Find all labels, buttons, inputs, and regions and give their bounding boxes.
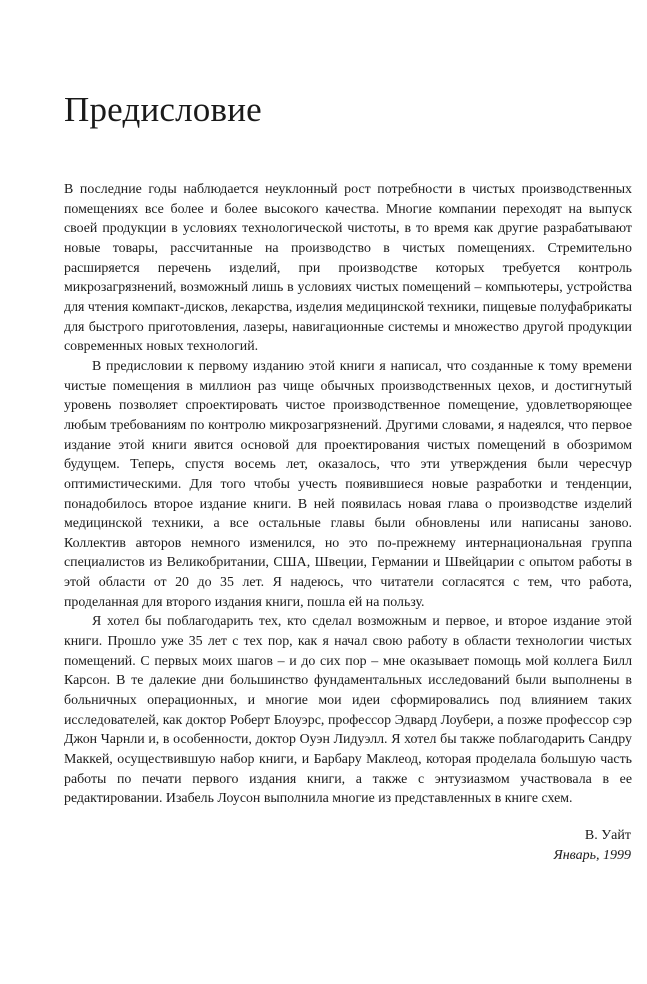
signature-date: Январь, 1999: [553, 848, 631, 863]
paragraph-2: В предисловии к первому изданию этой книги я написал, что созданные к тому времени чистые помещения в миллион раз чище обычных производственных цехов, и достигнутый уровень позволяет спроектировать чистое производственное помещение, удовлетворяющее любым требованиям по контролю микрозагрязнений. Другими словами, я надеялся, что первое издание этой книги явится основой для проектирования чистых помещений в обозримом будущем. Теперь, спустя восемь лет, оказалось, что эти утверждения были чересчур оптимистическими. Для того чтобы учесть появившиеся новые разработки и тенденции, понадобилось второе издание книги. В ней появилась новая глава о производстве изделий медицинской техники, а все остальные главы были обновлены или написаны заново. Коллектив авторов немного изменился, но это по-прежнему интернациональная группа специалистов из Великобритании, США, Швеции, Германии и Швейцарии с опытом работы в этой области от 20 до 35 лет. Я надеюсь, что читатели согласятся с тем, что работа, проделанная для второго издания книги, пошла ей на пользу.: [64, 358, 632, 610]
paragraph-1: В последние годы наблюдается неуклонный рост потребности в чистых производственных помещениях все более и более высокого качества. Многие компании переходят на выпуск своей продукции в условиях технологической чистоты, в то время как другие разрабатывают новые товары, рассчитанные на производство в чистых помещениях. Стремительно расширяется перечень изделий, при производстве которых требуется контроль микрозагрязнений, возможный лишь в условиях чистых помещений – компьютеры, устройства для чтения компакт-дисков, лекарства, изделия медицинской техники, пищевые полуфабрикаты для быстрого приготовления, лазеры, навигационные системы и множество другой продукции современных новых технологий.: [64, 182, 632, 355]
page-title: Предисловие: [64, 90, 262, 129]
paragraph-3: Я хотел бы поблагодарить тех, кто сделал возможным и первое, и второе издание этой книги. Прошло уже 35 лет с тех пор, как я начал свою работу в области технологии чистых помещений. С первых моих шагов – и до сих пор – мне оказывает помощь мой коллега Билл Карсон. В те далекие дни большинство фундаментальных исследований были выполнены в больничных операционных, и многие мои идеи сформировались под влиянием таких исследователей, как доктор Роберт Блоуэрс, профессор Эдвард Лоубери, а позже профессор сэр Джон Чарнли и, в особенности, доктор Оуэн Лидуэлл. Я хотел бы также поблагодарить Сандру Маккей, осуществившую набор книги, и Барбару Маклеод, которая проделала большую часть работы по печати первого издания книги, а также с энтузиазмом участвовала в ее редактировании. Изабель Лоусон выполнила многие из представленных в книге схем.: [64, 614, 632, 807]
preface-body: [64, 180, 632, 809]
signature-author: В. Уайт: [584, 828, 631, 843]
signature-block: [554, 826, 632, 866]
